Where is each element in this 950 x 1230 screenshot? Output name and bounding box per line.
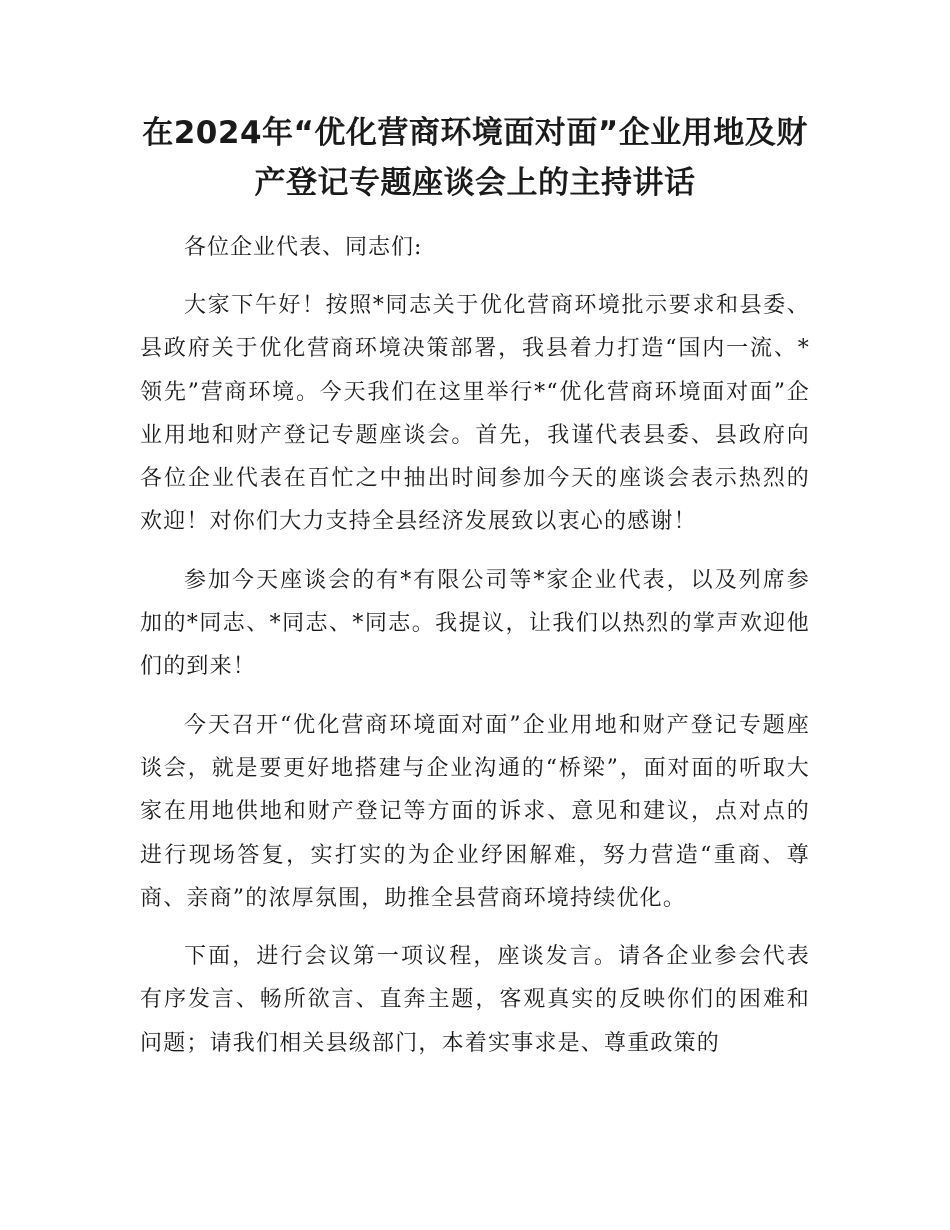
paragraph-2: 参加今天座谈会的有*有限公司等*家企业代表，以及列席参加的*同志、*同志、*同志。我提议，让我们以热烈的掌声欢迎他们的到来！: [140, 567, 810, 680]
document-page: [140, 108, 810, 1065]
paragraph-4: 下面，进行会议第一项议程，座谈发言。请各企业参会代表有序发言、畅所欲言、直奔主题，客观真实的反映你们的困难和问题；请我们相关县级部门，本着实事求是、尊重政策的: [140, 944, 810, 1056]
paragraph-1: 大家下午好！按照*同志关于优化营商环境批示要求和县委、县政府关于优化营商环境决策部署，我县着力打造“国内一流、*领先”营商环境。今天我们在这里举行*“优化营商环境面对面”企业用地和财产登记专题座谈会。首先，我谨代表县委、县政府向各位企业代表在百忙之中抽出时间参加今天的座谈会表示热烈的欢迎！对你们大力支持全县经济发展致以衷心的感谢！: [140, 293, 810, 535]
salutation: 各位企业代表、同志们:: [184, 235, 423, 260]
paragraph-3: 今天召开“优化营商环境面对面”企业用地和财产登记专题座谈会，就是要更好地搭建与企业沟通的“桥梁”，面对面的听取大家在用地供地和财产登记等方面的诉求、意见和建议，点对点的进行现场答复，实打实的为企业纾困解难，努力营造“重商、尊商、亲商”的浓厚氛围，助推全县营商环境持续优化。: [140, 712, 810, 911]
document-title: 在2024年“优化营商环境面对面”企业用地及财产登记专题座谈会上的主持讲话: [142, 115, 808, 201]
